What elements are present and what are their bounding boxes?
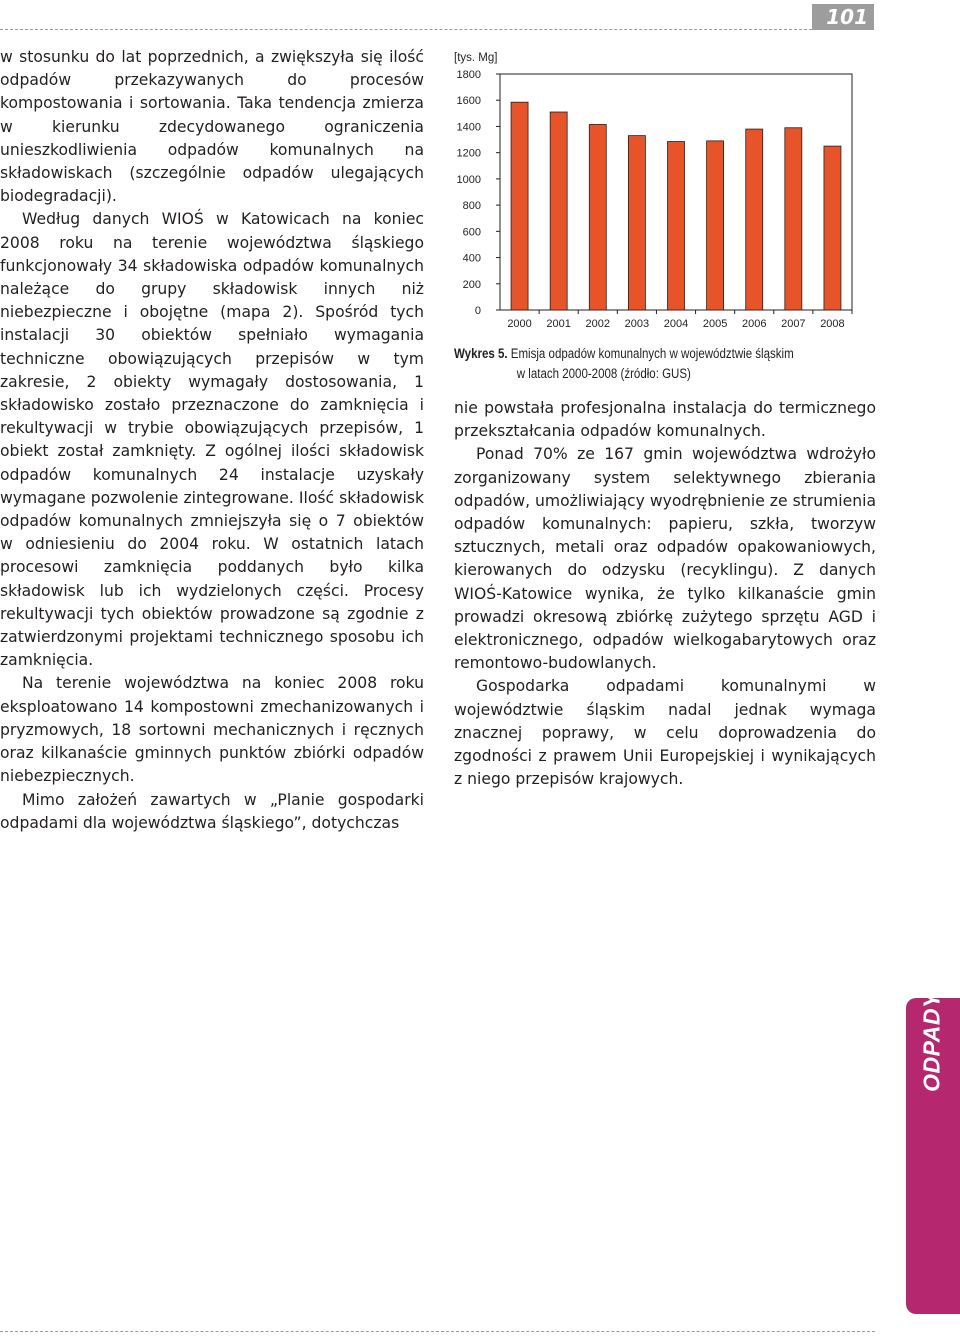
left-text-column: [0, 46, 424, 835]
x-tick-label: 2001: [546, 318, 571, 330]
x-tick-label: 2000: [507, 318, 532, 330]
bar-2004: [668, 142, 685, 310]
footer-rule: [0, 1331, 875, 1332]
bar-2002: [589, 124, 606, 310]
paragraph: Na terenie województwa na koniec 2008 roku eksploatowano 14 kompostowni zmechanizowanych i pryzmowych, 18 sortowni mechanicznych i ręcznych oraz kilkanaście gminnych punktów zbiórki odpadów niebezpiecznych.: [0, 674, 424, 786]
chart-caption: [454, 344, 815, 384]
y-tick-label: 1400: [456, 121, 481, 134]
y-tick-label: 800: [462, 200, 481, 213]
paragraph: w stosunku do lat poprzednich, a zwiększyła się ilość odpadów przekazywanych do procesów kompostowania i sortowania. Taka tendencja zmierza w kierunku zdecydowanego ograniczenia unieszkodliwienia odpadów komunalnych na składowiskach (szczególnie odpadów ulegających biodegradacji).: [0, 48, 424, 206]
bar-2001: [550, 112, 567, 310]
x-tick-label: 2006: [741, 318, 767, 330]
y-tick-label: 0: [474, 305, 481, 317]
paragraph: Według danych WIOŚ w Katowicach na koniec 2008 roku na terenie województwa śląskiego funkcjonowały 34 składowiska odpadów komunalnych należące do grupy składowisk innych niż niebezpieczne i obojętne (mapa 2). Spośród tych instalacji 30 obiektów spełniało wymagania techniczne obowiązujących przepisów w tym zakresie, 2 obiekty wymagały dostosowania, 1 składowisko zostało przeznaczone do zamknięcia i rekultywacji w trybie obowiązujących przepisów, 1 obiekt został zamknięty. Z ogólnej ilości składowisk odpadów komunalnych 24 instalacje uzyskały wymagane pozwolenie zintegrowane. Ilość składowisk odpadów komunalnych zmniejszyła się o 7 obiektów w odniesieniu do 2004 roku. W ostatnich latach procesowi zamknięcia poddanych było kilka składowisk lub ich wydzielonych części. Procesy rekultywacji tych obiektów prowadzone są zgodnie z zatwierdzonymi projektami technicznego sposobu ich zamknięcia.: [0, 210, 424, 670]
page-number: 101: [812, 4, 874, 30]
paragraph: nie powstała profesjonalna instalacja do termicznego przekształcania odpadów komunalnych.: [454, 399, 876, 441]
bar-2000: [511, 102, 528, 310]
bar-2008: [824, 146, 841, 310]
bar-2005: [707, 141, 724, 310]
y-tick-label: 1800: [456, 69, 481, 81]
paragraph: Mimo założeń zawartych w „Planie gospodarki odpadami dla województwa śląskiego”, dotychczas: [0, 790, 424, 832]
y-tick-label: 400: [462, 252, 481, 265]
y-tick-label: 1200: [456, 147, 481, 160]
bar-2007: [785, 128, 802, 310]
x-tick-label: 2002: [585, 318, 611, 330]
x-tick-label: 2005: [702, 318, 728, 330]
y-unit-label: [tys. Mg]: [454, 52, 498, 64]
right-text-column: [454, 397, 876, 791]
x-tick-label: 2008: [820, 318, 845, 330]
caption-label: Wykres 5.: [454, 346, 508, 361]
x-tick-label: 2003: [624, 318, 650, 330]
waste-emission-bar-chart: [450, 45, 870, 335]
paragraph: Ponad 70% ze 167 gmin województwa wdrożyło zorganizowany system selektywnego zbierania odpadów, umożliwiający wyodrębnienie ze strumienia odpadów komunalnych: papieru, szkła, tworzyw sztucznych, metali oraz odpadów opakowaniowych, kierowanych do odzysku (recyklingu). Z danych WIOŚ-Katowice wynika, że tylko kilkanaście gmin prowadzi okresową zbiórkę zużytego sprzętu AGD i elektronicznego, odpadów wielkogabarytowych oraz remontowo-budowlanych.: [454, 445, 876, 673]
bar-2003: [628, 136, 645, 310]
bar-2006: [746, 129, 763, 310]
y-tick-label: 1600: [456, 95, 481, 108]
y-tick-label: 600: [462, 226, 481, 239]
caption-line-1: Emisja odpadów komunalnych w województwie śląskim: [510, 346, 794, 361]
x-tick-label: 2004: [663, 318, 689, 330]
y-tick-label: 1000: [456, 173, 481, 186]
caption-line-2: w latach 2000-2008 (źródło: GUS): [516, 366, 691, 381]
paragraph: Gospodarka odpadami komunalnymi w województwie śląskim nadal jednak wymaga znacznej poprawy, w celu doprowadzenia do zgodności z prawem Unii Europejskiej i wynikających z niego przepisów krajowych.: [454, 677, 876, 789]
x-tick-label: 2007: [781, 318, 806, 330]
header-rule: [0, 29, 812, 30]
section-side-tab-label: ODPADY: [918, 992, 945, 1092]
y-tick-label: 200: [462, 278, 481, 291]
